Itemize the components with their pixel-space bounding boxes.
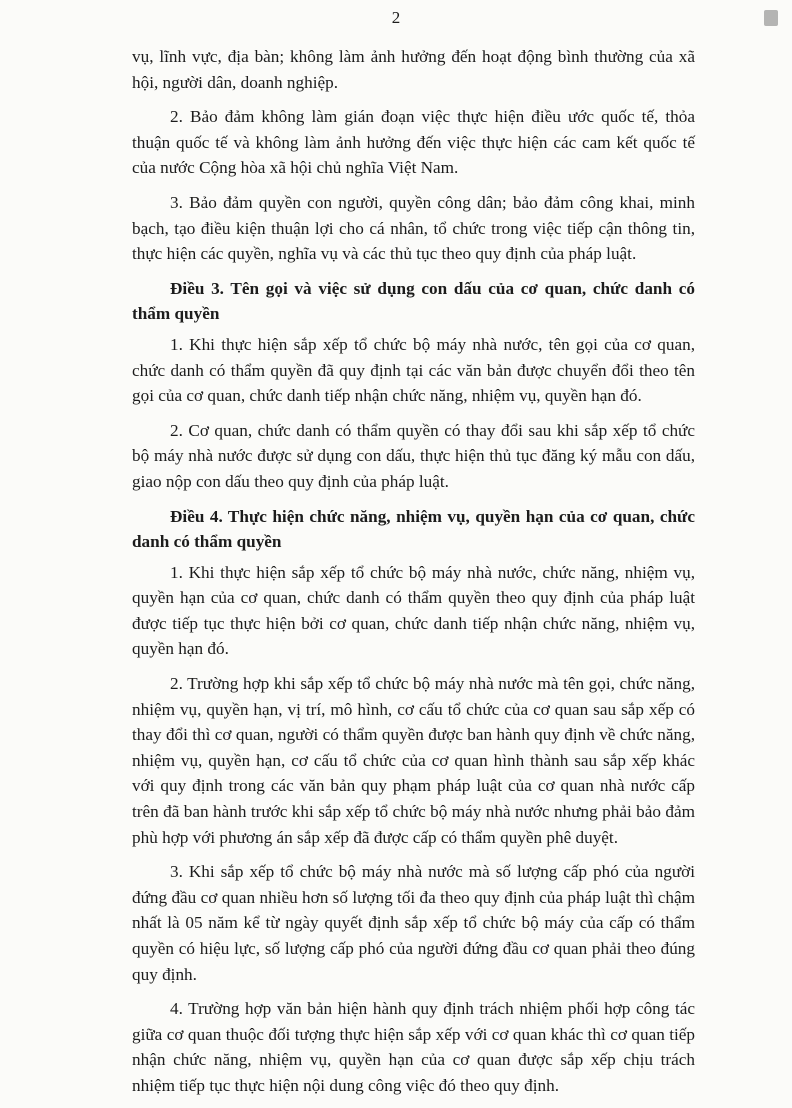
document-body — [132, 44, 695, 1108]
paragraph-clause-2: 2. Bảo đảm không làm gián đoạn việc thực hiện điều ước quốc tế, thỏa thuận quốc tế và không làm ảnh hưởng đến việc thực hiện các cam kết quốc tế của nước Cộng hòa xã hội chủ nghĩa Việt Nam. — [132, 107, 695, 178]
scan-corner-mark — [764, 10, 778, 26]
paragraph-clause-3: 3. Bảo đảm quyền con người, quyền công dân; bảo đảm công khai, minh bạch, tạo điều kiện thuận lợi cho cá nhân, tổ chức trong việc tiếp cận thông tin, thực hiện các quyền, nghĩa vụ và các thủ tục theo quy định của pháp luật. — [132, 192, 695, 264]
article-4-clause-4: 4. Trường hợp văn bản hiện hành quy định trách nhiệm phối hợp công tác giữa cơ quan thuộc đối tượng thực hiện sắp xếp với cơ quan khác thì cơ quan tiếp nhận chức năng, nhiệm vụ, quyền hạn của cơ quan được sắp xếp chịu trách nhiệm tiếp tục thực hiện nội dung công việc đó theo quy định. — [132, 999, 695, 1095]
article-4-heading: Điều 4. Thực hiện chức năng, nhiệm vụ, quyền hạn của cơ quan, chức danh có thẩm quyền — [132, 506, 695, 552]
article-4-clause-2: 2. Trường hợp khi sắp xếp tổ chức bộ máy nhà nước mà tên gọi, chức năng, nhiệm vụ, quyền hạn, vị trí, mô hình, cơ cấu tổ chức của cơ quan sau sắp xếp có thay đổi thì cơ quan, người có thẩm quyền được ban hành quy định về chức năng, nhiệm vụ, quyền hạn, cơ cấu tổ chức của cơ quan hình thành sau sắp xếp khác với quy định trong các văn bản quy phạm pháp luật của cơ quan nhà nước cấp trên đã ban hành trước khi sắp xếp tổ chức bộ máy nhà nước nhưng phải bảo đảm phù hợp với phương án sắp xếp đã được cấp có thẩm quyền phê duyệt. — [132, 674, 695, 847]
article-4-clause-3: 3. Khi sắp xếp tổ chức bộ máy nhà nước mà số lượng cấp phó của người đứng đầu cơ quan nhiều hơn số lượng tối đa theo quy định của pháp luật thì chậm nhất là 05 năm kể từ ngày quyết định sắp xếp tổ chức bộ máy của cấp có thẩm quyền có hiệu lực, số lượng cấp phó của người đứng đầu cơ quan phải theo đúng quy định. — [132, 862, 695, 984]
article-3-clause-1: 1. Khi thực hiện sắp xếp tổ chức bộ máy nhà nước, tên gọi của cơ quan, chức danh có thẩm quyền đã quy định tại các văn bản được chuyển đổi theo tên gọi của cơ quan, chức danh tiếp nhận chức năng, nhiệm vụ, quyền hạn đó. — [132, 334, 695, 406]
article-3-clause-2: 2. Cơ quan, chức danh có thẩm quyền có thay đổi sau khi sắp xếp tổ chức bộ máy nhà nước được sử dụng con dấu, thực hiện thủ tục đăng ký mẫu con dấu, giao nộp con dấu theo quy định của pháp luật. — [132, 420, 695, 491]
article-3-heading: Điều 3. Tên gọi và việc sử dụng con dấu của cơ quan, chức danh có thẩm quyền — [132, 278, 695, 324]
page-number: 2 — [391, 8, 401, 27]
paragraph-continuation: vụ, lĩnh vực, địa bàn; không làm ảnh hưởng đến hoạt động bình thường của xã hội, người dân, doanh nghiệp. — [132, 47, 695, 92]
article-4-clause-1: 1. Khi thực hiện sắp xếp tổ chức bộ máy nhà nước, chức năng, nhiệm vụ, quyền hạn của cơ quan, chức danh có thẩm quyền theo quy định của pháp luật được tiếp tục thực hiện bởi cơ quan, chức danh tiếp nhận chức năng, nhiệm vụ, quyền hạn đó. — [132, 562, 695, 659]
